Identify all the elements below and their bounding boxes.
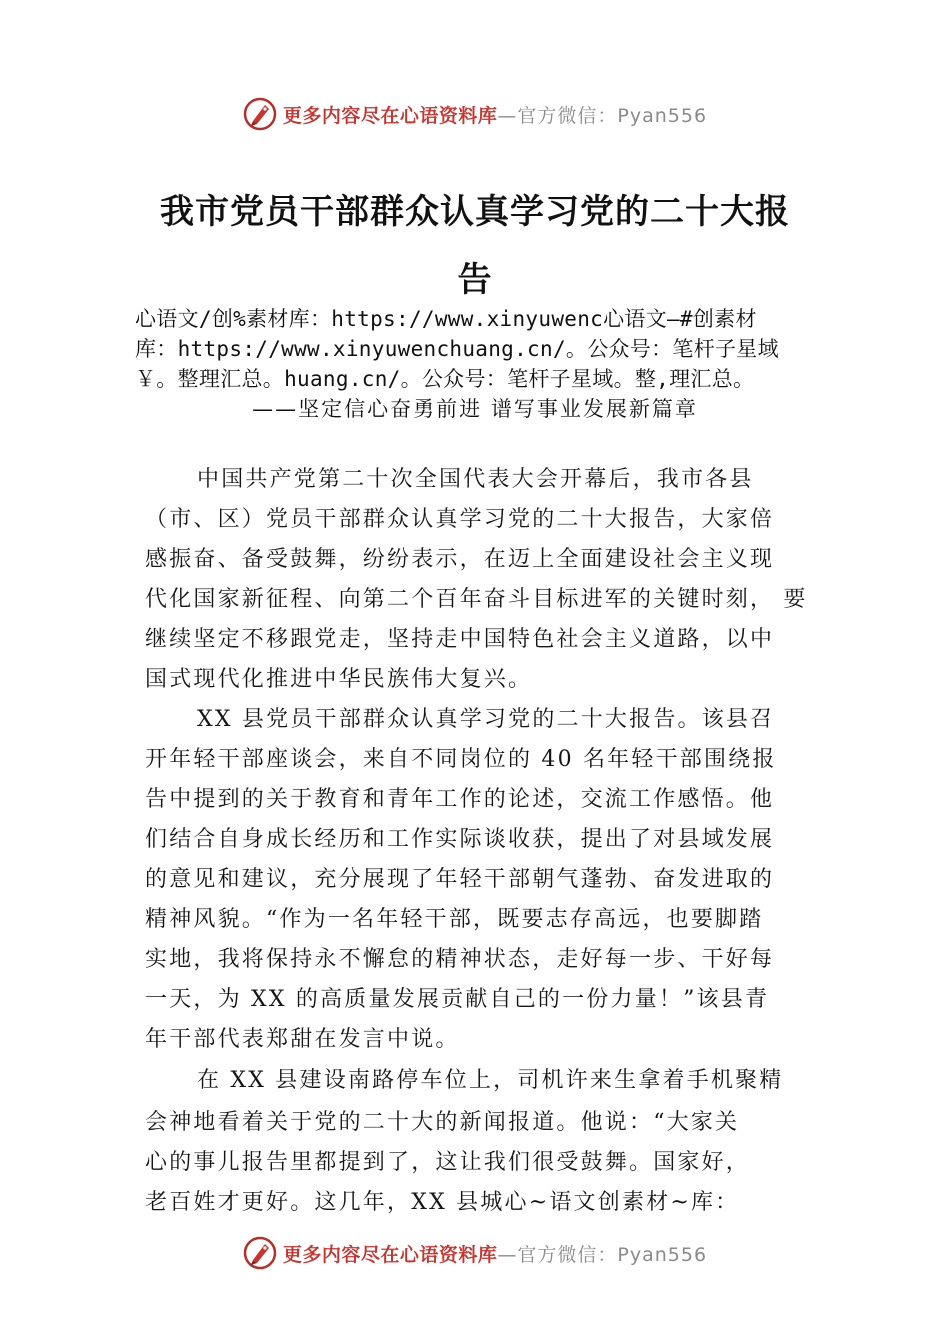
body-line: 会神地看着关于党的二十大的新闻报道。他说：“大家关	[145, 1110, 740, 1135]
pen-nib-logo-icon	[243, 97, 277, 131]
banner-grey-text: —官方微信：Pyan556	[497, 1243, 708, 1266]
footer-watermark-banner	[0, 1233, 950, 1273]
body-line: 感振奋、备受鼓舞，纷纷表示，在迈上全面建设社会主义现	[145, 547, 775, 572]
document-title-line-1: 我市党员干部群众认真学习党的二十大报	[160, 192, 790, 232]
source-line-2: 库：https://www.xinyuwenchuang.cn/。公众号：笔杆子星域	[135, 337, 779, 361]
header-watermark-banner	[0, 94, 950, 134]
pen-nib-logo-icon	[243, 1236, 277, 1270]
source-line-1: 心语文/创%素材库：https://www.xinyuwenc心语文—#创素材	[135, 307, 757, 331]
banner-red-text: 更多内容尽在心语资料库	[282, 104, 498, 127]
body-line: 中国共产党第二十次全国代表大会开幕后，我市各县	[197, 467, 754, 492]
source-line-3: ￥。整理汇总。huang.cn/。公众号：笔杆子星域。整,理汇总。	[135, 367, 755, 391]
body-line: 们结合自身成长经历和工作实际谈收获，提出了对县域发展	[145, 827, 775, 852]
body-line: 继续坚定不移跟党走，坚持走中国特色社会主义道路，以中	[145, 627, 775, 652]
body-line: 老百姓才更好。这几年，XX 县城心~语文创素材~库：	[145, 1190, 740, 1215]
body-line: 国式现代化推进中华民族伟大复兴。	[145, 667, 533, 692]
body-line: 年干部代表郑甜在发言中说。	[145, 1027, 460, 1052]
body-line: 的意见和建议，充分展现了年轻干部朝气蓬勃、奋发进取的	[145, 867, 775, 892]
document-title-line-2: 告	[457, 260, 493, 300]
body-line: 精神风貌。“作为一名年轻干部，既要志存高远，也要脚踏	[145, 907, 764, 932]
document-subtitle: ——坚定信心奋勇前进 谱写事业发展新篇章	[252, 397, 698, 421]
body-line: 实地，我将保持永不懈怠的精神状态，走好每一步、干好每	[145, 947, 775, 972]
body-line: （市、区）党员干部群众认真学习党的二十大报告，大家倍	[145, 507, 775, 532]
body-line: 开年轻干部座谈会，来自不同岗位的 40 名年轻干部围绕报	[145, 747, 777, 772]
body-line: 在 XX 县建设南路停车位上，司机许来生拿着手机聚精	[197, 1068, 784, 1093]
body-line: XX 县党员干部群众认真学习党的二十大报告。该县召	[197, 707, 775, 732]
banner-grey-text: —官方微信：Pyan556	[497, 104, 708, 127]
body-line: 心的事儿报告里都提到了，这让我们很受鼓舞。国家好，	[145, 1150, 751, 1175]
banner-red-text: 更多内容尽在心语资料库	[282, 1243, 498, 1266]
body-line: 告中提到的关于教育和青年工作的论述，交流工作感悟。他	[145, 787, 775, 812]
body-line: 一天，为 XX 的高质量发展贡献自己的一份力量！”该县青	[145, 987, 770, 1012]
body-line: 代化国家新征程、向第二个百年奋斗目标进军的关键时刻， 要	[145, 587, 808, 612]
